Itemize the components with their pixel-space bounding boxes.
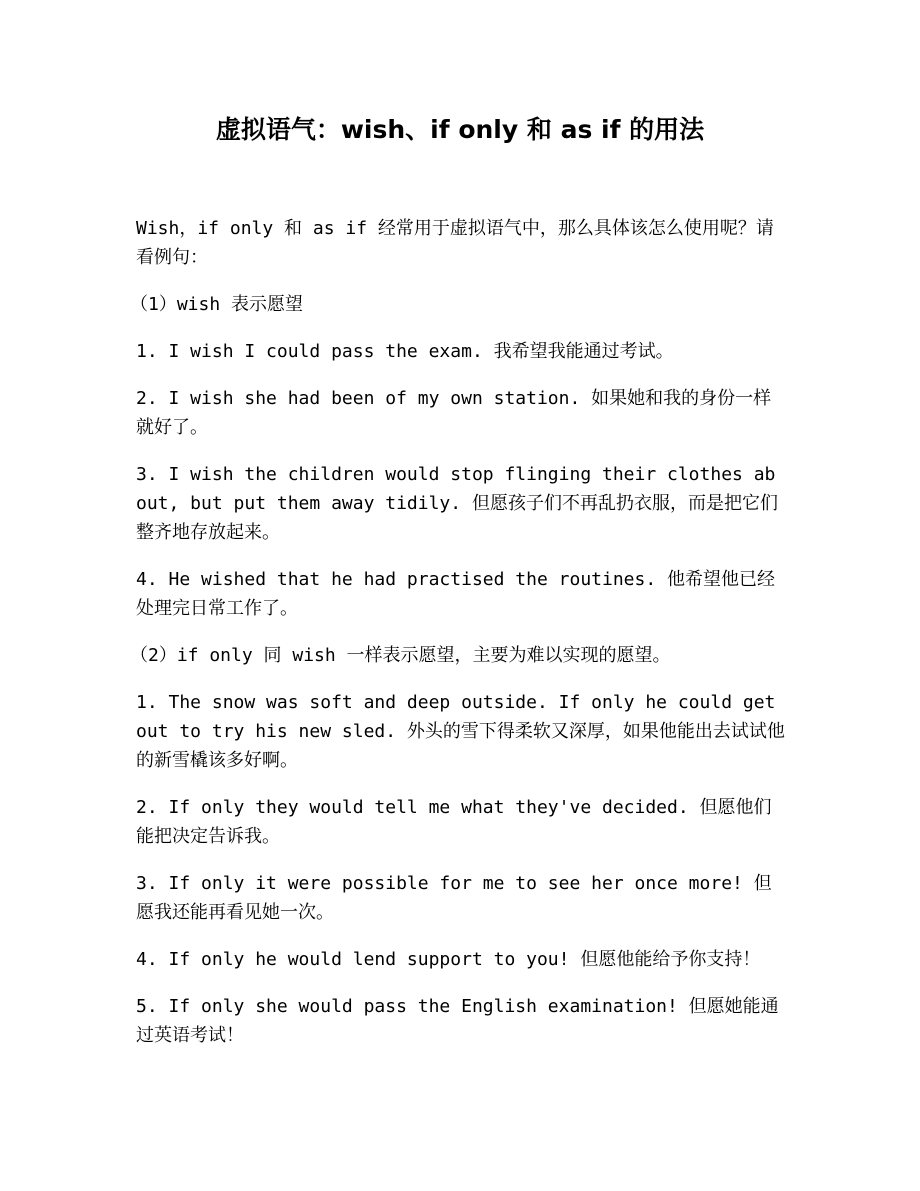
- example-paragraph: 3. If only it were possible for me to see her once more! 但愿我还能再看见她一次。: [136, 873, 772, 923]
- example-paragraph: 4. He wished that he had practised the routines. 他希望他已经处理完日常工作了。: [136, 569, 776, 619]
- document-title: 虚拟语气：wish、if only 和 as if 的用法: [215, 115, 705, 144]
- section-heading-wish: （1）wish 表示愿望: [130, 294, 304, 315]
- example-paragraph: 1. I wish I could pass the exam. 我希望我能通过考试。: [136, 341, 674, 362]
- example-paragraph: 1. The snow was soft and deep outside. If only he could get out to try his new sled. 外头的雪下得柔软又深厚，如果他能出去试试他的新雪橇该多好啊。: [136, 692, 785, 771]
- intro-paragraph: Wish，if only 和 as if 经常用于虚拟语气中，那么具体该怎么使用呢？请看例句：: [136, 218, 774, 268]
- example-paragraph: 2. I wish she had been of my own station. 如果她和我的身份一样就好了。: [136, 388, 772, 438]
- example-paragraph: 3. I wish the children would stop flinging their clothes about, but put them away tidily. 但愿孩子们不再乱扔衣服，而是把它们整齐地存放起来。: [136, 464, 778, 543]
- example-paragraph: 4. If only he would lend support to you! 但愿他能给予你支持！: [136, 949, 761, 970]
- example-paragraph: 5. If only she would pass the English examination! 但愿她能通过英语考试！: [136, 996, 779, 1046]
- section-heading-if-only: （2）if only 同 wish 一样表示愿望，主要为难以实现的愿望。: [130, 645, 671, 666]
- document-body: [130, 214, 786, 1068]
- example-paragraph: 2. If only they would tell me what they've decided. 但愿他们能把决定告诉我。: [136, 797, 772, 847]
